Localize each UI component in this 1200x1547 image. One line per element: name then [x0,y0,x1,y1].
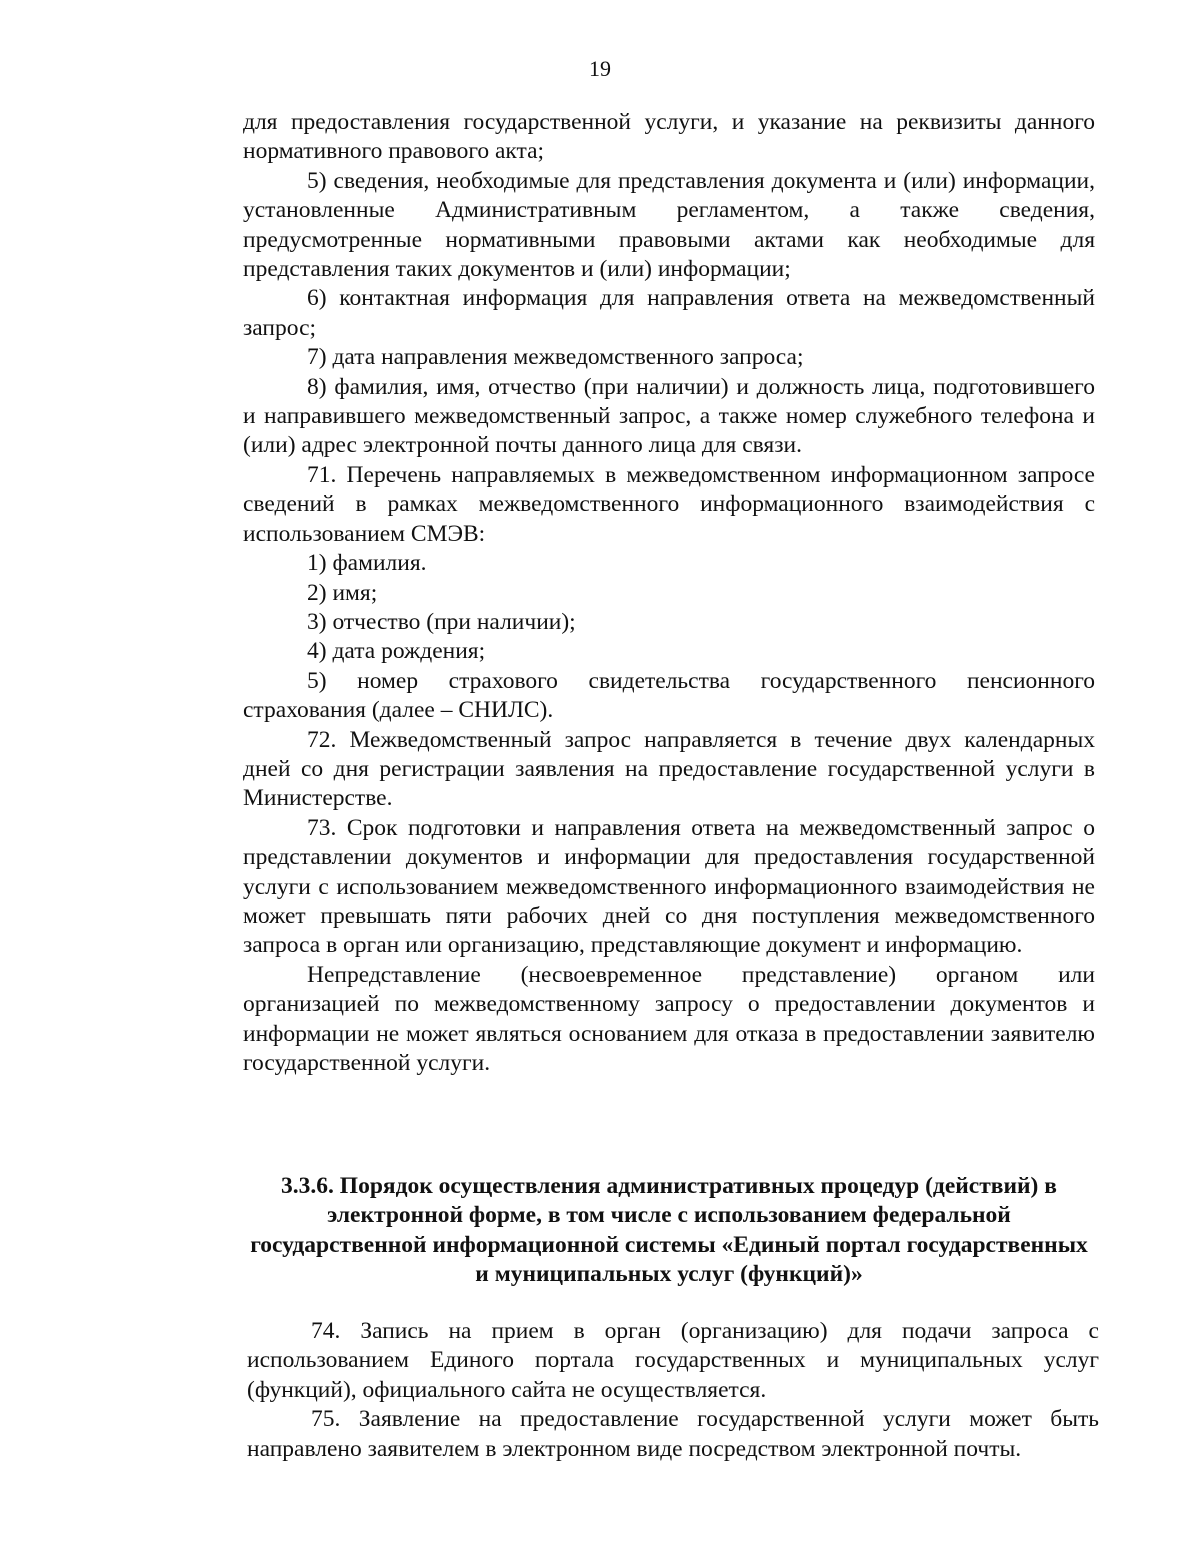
list-item-5-snils: 5) номер страхового свидетельства государственного пенсионного страхования (далее – СНИЛС). [243,667,1095,724]
clause-73: 73. Срок подготовки и направления ответа на межведомственный запрос о представлении документов и информации для предоставления государственной услуги с использованием межведомственного информационного взаимодействия не может превышать пяти рабочих дней со дня поступления межведомственного запроса в орган или организацию, представляющие документ и информацию. [243,814,1095,959]
list-item-1-surname: 1) фамилия. [307,550,427,577]
page-number: 19 [589,56,611,81]
list-item-5-details: 5) сведения, необходимые для представления документа и (или) информации, установленные Административным регламентом, а также сведения, предусмотренные нормативными правовыми актами как необходимые для представления таких документов и (или) информации; [243,167,1095,283]
clause-71: 71. Перечень направляемых в межведомственном информационном запросе сведений в рамках межведомственного информационного взаимодействия с использованием СМЭВ: [243,461,1095,547]
section-body [247,1317,1099,1464]
section-heading: 3.3.6. Порядок осуществления административных процедур (действий) в электронной форме, в том числе с использованием федеральной государственной информационной системы «Единый портал государственных и муниципальных услуг (функций)» [250,1173,1088,1288]
clause-74: 74. Запись на прием в орган (организацию) для подачи запроса с использованием Единого портала государственных и муниципальных услуг (функций), официального сайта не осуществляется. [247,1318,1099,1403]
list-item-3-patronymic: 3) отчество (при наличии); [307,608,576,635]
paragraph-continuation: для предоставления государственной услуги, и указание на реквизиты данного нормативного правового акта; [243,109,1095,165]
clause-72: 72. Межведомственный запрос направляется в течение двух календарных дней со дня регистрации заявления на предоставление государственной услуги в Министерстве. [243,726,1095,812]
paragraph-non-submission: Непредставление (несвоевременное представление) органом или организацией по межведомственному запросу о предоставлении документов и информации не может являться основанием для отказа в предоставлении заявителю государственной услуги. [243,961,1095,1076]
clause-75: 75. Заявление на предоставление государственной услуги может быть направлено заявителем в электронном виде посредством электронной почты. [247,1406,1099,1462]
list-item-4-birthdate: 4) дата рождения; [307,638,486,665]
list-item-6-contact: 6) контактная информация для направления ответа на межведомственный запрос; [243,285,1095,341]
list-item-2-name: 2) имя; [307,579,378,606]
list-item-7-date: 7) дата направления межведомственного запроса; [307,344,804,371]
body-text [243,108,1095,1078]
list-item-8-person: 8) фамилия, имя, отчество (при наличии) и должность лица, подготовившего и направившего межведомственный запрос, а также номер служебного телефона и (или) адрес электронной почты данного лица для связи. [243,373,1095,459]
